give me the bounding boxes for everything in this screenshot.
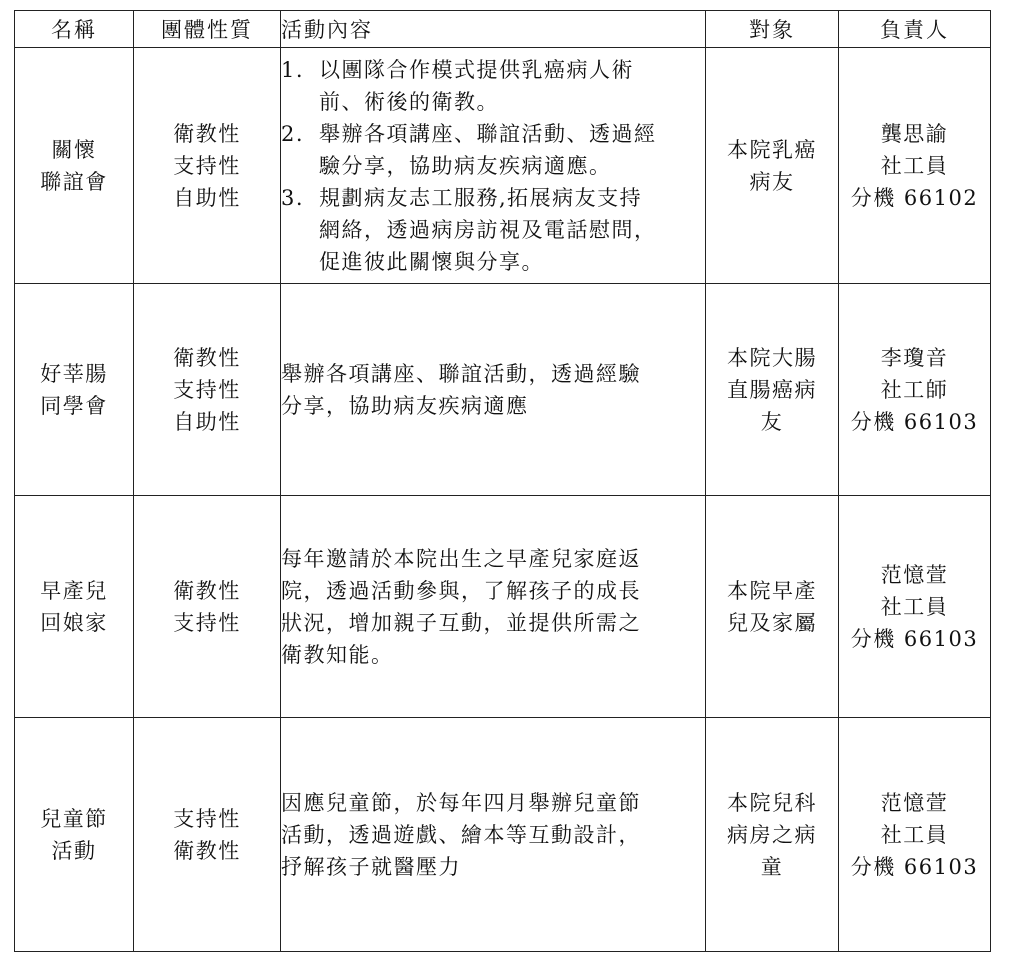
contact-cell bbox=[839, 284, 991, 496]
activity-text: 規劃病友志工服務,拓展病友支持 bbox=[319, 185, 643, 210]
target-line: 童 bbox=[760, 854, 784, 879]
table-row bbox=[15, 496, 991, 718]
activity-content-cell bbox=[281, 284, 706, 496]
activity-text: 分享，協助病友疾病適應 bbox=[281, 393, 529, 418]
activity-list bbox=[281, 54, 705, 278]
table-header-row bbox=[15, 11, 991, 48]
nature-line: 支持性 bbox=[173, 806, 241, 831]
target-line: 本院兒科 bbox=[727, 790, 817, 815]
activity-text: 前、術後的衛教。 bbox=[319, 89, 499, 114]
table-row bbox=[15, 284, 991, 496]
table-row bbox=[15, 718, 991, 952]
activity-content-cell bbox=[281, 718, 706, 952]
group-name-line: 兒童節 bbox=[40, 806, 108, 831]
item-number: 2. bbox=[281, 121, 305, 146]
header-activities: 活動內容 bbox=[281, 11, 706, 48]
nature-line: 支持性 bbox=[173, 610, 241, 635]
contact-person: 范憶萱 bbox=[880, 790, 949, 815]
activity-text: 因應兒童節，於每年四月舉辦兒童節 bbox=[281, 790, 641, 815]
target-cell bbox=[706, 284, 839, 496]
contact-title: 社工員 bbox=[880, 822, 949, 847]
target-line: 病友 bbox=[749, 169, 795, 194]
activity-text: 促進彼此關懷與分享。 bbox=[319, 249, 544, 274]
contact-title: 社工員 bbox=[880, 153, 949, 178]
table-row bbox=[15, 48, 991, 284]
contact-extension: 分機 66103 bbox=[850, 854, 979, 879]
target-line: 友 bbox=[760, 409, 784, 434]
target-cell bbox=[706, 718, 839, 952]
nature-line: 自助性 bbox=[173, 409, 241, 434]
nature-line: 自助性 bbox=[173, 185, 241, 210]
target-line: 病房之病 bbox=[727, 822, 817, 847]
activity-item bbox=[281, 118, 705, 182]
header-target: 對象 bbox=[706, 11, 839, 48]
group-name-line: 回娘家 bbox=[40, 610, 108, 635]
activity-text: 舉辦各項講座、聯誼活動、透過經 bbox=[319, 121, 657, 146]
nature-line: 支持性 bbox=[173, 153, 241, 178]
target-line: 直腸癌病 bbox=[727, 377, 817, 402]
group-nature-cell bbox=[134, 48, 281, 284]
activity-item bbox=[281, 182, 705, 278]
contact-person: 李瓊音 bbox=[880, 345, 949, 370]
group-name-line: 好莘腸 bbox=[40, 361, 108, 386]
group-name-line: 同學會 bbox=[40, 393, 108, 418]
contact-person: 范憶萱 bbox=[880, 562, 949, 587]
contact-cell bbox=[839, 496, 991, 718]
support-groups-table bbox=[14, 10, 991, 952]
activity-text: 院，透過活動參與，了解孩子的成長 bbox=[281, 578, 641, 603]
contact-extension: 分機 66103 bbox=[850, 626, 979, 651]
activity-text: 衛教知能。 bbox=[281, 642, 394, 667]
activity-text: 狀況，增加親子互動，並提供所需之 bbox=[281, 610, 641, 635]
activity-content-cell bbox=[281, 48, 706, 284]
contact-title: 社工員 bbox=[880, 594, 949, 619]
target-line: 本院大腸 bbox=[727, 345, 817, 370]
contact-extension: 分機 66102 bbox=[850, 185, 979, 210]
header-nature: 團體性質 bbox=[134, 11, 281, 48]
nature-line: 支持性 bbox=[173, 377, 241, 402]
group-name-cell bbox=[15, 496, 134, 718]
activity-text: 舉辦各項講座、聯誼活動，透過經驗 bbox=[281, 361, 641, 386]
contact-extension: 分機 66103 bbox=[850, 409, 979, 434]
activity-text: 驗分享，協助病友疾病適應。 bbox=[319, 153, 612, 178]
target-cell bbox=[706, 48, 839, 284]
target-line: 本院乳癌 bbox=[727, 137, 817, 162]
group-name-cell bbox=[15, 284, 134, 496]
contact-title: 社工師 bbox=[880, 377, 949, 402]
activity-item bbox=[281, 54, 705, 118]
nature-line: 衛教性 bbox=[173, 345, 241, 370]
group-name-line: 早產兒 bbox=[40, 578, 108, 603]
activity-text: 網絡，透過病房訪視及電話慰問， bbox=[319, 217, 657, 242]
contact-cell bbox=[839, 718, 991, 952]
target-cell bbox=[706, 496, 839, 718]
item-number: 1. bbox=[281, 57, 305, 82]
nature-line: 衛教性 bbox=[173, 838, 241, 863]
group-name-line: 活動 bbox=[51, 838, 97, 863]
contact-person: 龔思諭 bbox=[880, 121, 949, 146]
activity-text: 每年邀請於本院出生之早產兒家庭返 bbox=[281, 546, 641, 571]
header-name: 名稱 bbox=[15, 11, 134, 48]
nature-line: 衛教性 bbox=[173, 121, 241, 146]
group-nature-cell bbox=[134, 718, 281, 952]
group-nature-cell bbox=[134, 496, 281, 718]
target-line: 本院早產 bbox=[727, 578, 817, 603]
header-contact: 負責人 bbox=[839, 11, 991, 48]
activity-content-cell bbox=[281, 496, 706, 718]
target-line: 兒及家屬 bbox=[727, 610, 817, 635]
activity-text: 活動，透過遊戲、繪本等互動設計， bbox=[281, 822, 641, 847]
nature-line: 衛教性 bbox=[173, 578, 241, 603]
activity-text: 抒解孩子就醫壓力 bbox=[281, 854, 461, 879]
activity-text: 以團隊合作模式提供乳癌病人術 bbox=[319, 57, 634, 82]
contact-cell bbox=[839, 48, 991, 284]
item-number: 3. bbox=[281, 185, 305, 210]
group-name-cell bbox=[15, 48, 134, 284]
group-name-cell bbox=[15, 718, 134, 952]
group-nature-cell bbox=[134, 284, 281, 496]
group-name-line: 關懷 bbox=[51, 137, 97, 162]
group-name-line: 聯誼會 bbox=[40, 169, 108, 194]
